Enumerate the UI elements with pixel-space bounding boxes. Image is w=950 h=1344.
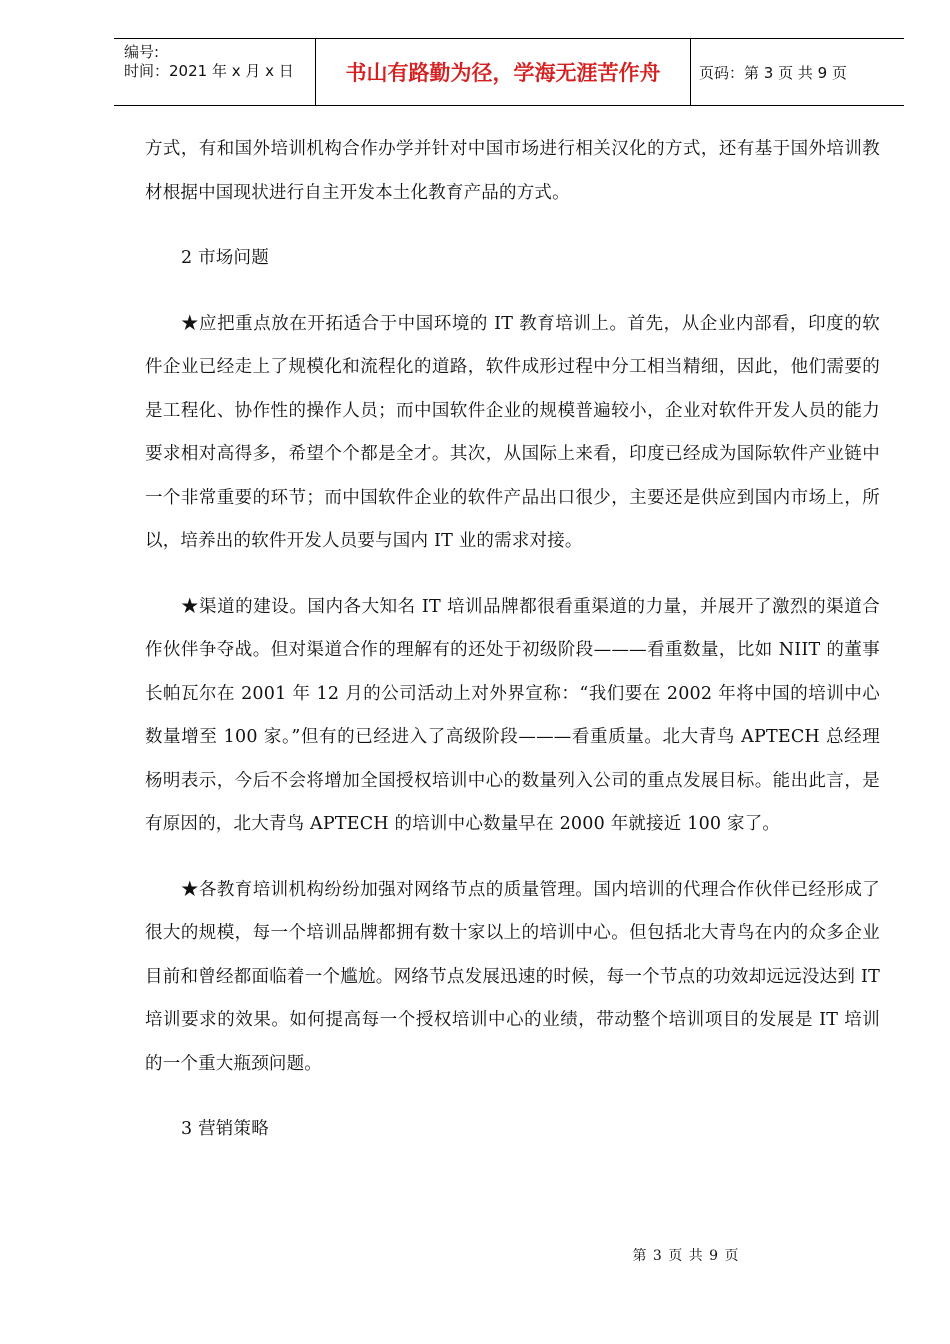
document-body — [145, 128, 880, 1152]
page-footer: 第 3 页 共 9 页 — [632, 1248, 740, 1264]
header-motto: 书山有路勤为径，学海无涯苦作舟 — [316, 39, 691, 105]
paragraph-china-it-training: ★应把重点放在开拓适合于中国环境的 IT 教育培训上。首先，从企业内部看，印度的软件企业已经走上了规模化和流程化的道路，软件成形过程中分工相当精细，因此，他们需要的是工程化、协作性的操作人员；而中国软件企业的规模普遍较小，企业对软件开发人员的能力要求相对高得多，希望个个都是全才。其次，从国际上来看，印度已经成为国际软件产业链中一个非常重要的环节；而中国软件企业的软件产品出口很少，主要还是供应到国内市场上，所以，培养出的软件开发人员要与国内 IT 业的需求对接。 — [145, 313, 880, 551]
section-heading-marketing-strategy: 3 营销策略 — [181, 1119, 269, 1139]
header-page-info: 页码：第 3 页 共 9 页 — [699, 63, 847, 82]
paragraph-network-quality: ★各教育培训机构纷纷加强对网络节点的质量管理。国内培训的代理合作伙伴已经形成了很大的规模，每一个培训品牌都拥有数十家以上的培训中心。但包括北大青鸟在内的众多企业目前和曾经都面临着一个尴尬。网络节点发展迅速的时候，每一个节点的功效却远远没达到 IT 培训要求的效果。如何提高每一个授权培训中心的业绩，带动整个培训项目的发展是 IT 培训的一个重大瓶颈问题。 — [145, 879, 880, 1074]
paragraph-continuation: 方式，有和国外培训机构合作办学并针对中国市场进行相关汉化的方式，还有基于国外培训教材根据中国现状进行自主开发本土化教育产品的方式。 — [145, 139, 880, 203]
date-label: 时间：2021 年 x 月 x 日 — [124, 62, 294, 80]
paragraph-channel-building: ★渠道的建设。国内各大知名 IT 培训品牌都很看重渠道的力量，并展开了激烈的渠道合作伙伴争夺战。但对渠道合作的理解有的还处于初级阶段———看重数量，比如 NIIT 的董事长帕瓦尔在 2001 年 12 月的公司活动上对外界宣称：“我们要在 2002 年将中国的培训中心数量增至 100 家。”但有的已经进入了高级阶段———看重质量。北大青鸟 APTECH 总经理杨明表示，今后不会将增加全国授权培训中心的数量列入公司的重点发展目标。能出此言，是有原因的，北大青鸟 APTECH 的培训中心数量早在 2000 年就接近 100 家了。 — [145, 596, 880, 834]
page-header — [114, 38, 904, 106]
serial-number-label: 编号: — [124, 43, 160, 61]
header-meta — [114, 39, 316, 105]
section-heading-market-issues: 2 市场问题 — [181, 248, 269, 268]
